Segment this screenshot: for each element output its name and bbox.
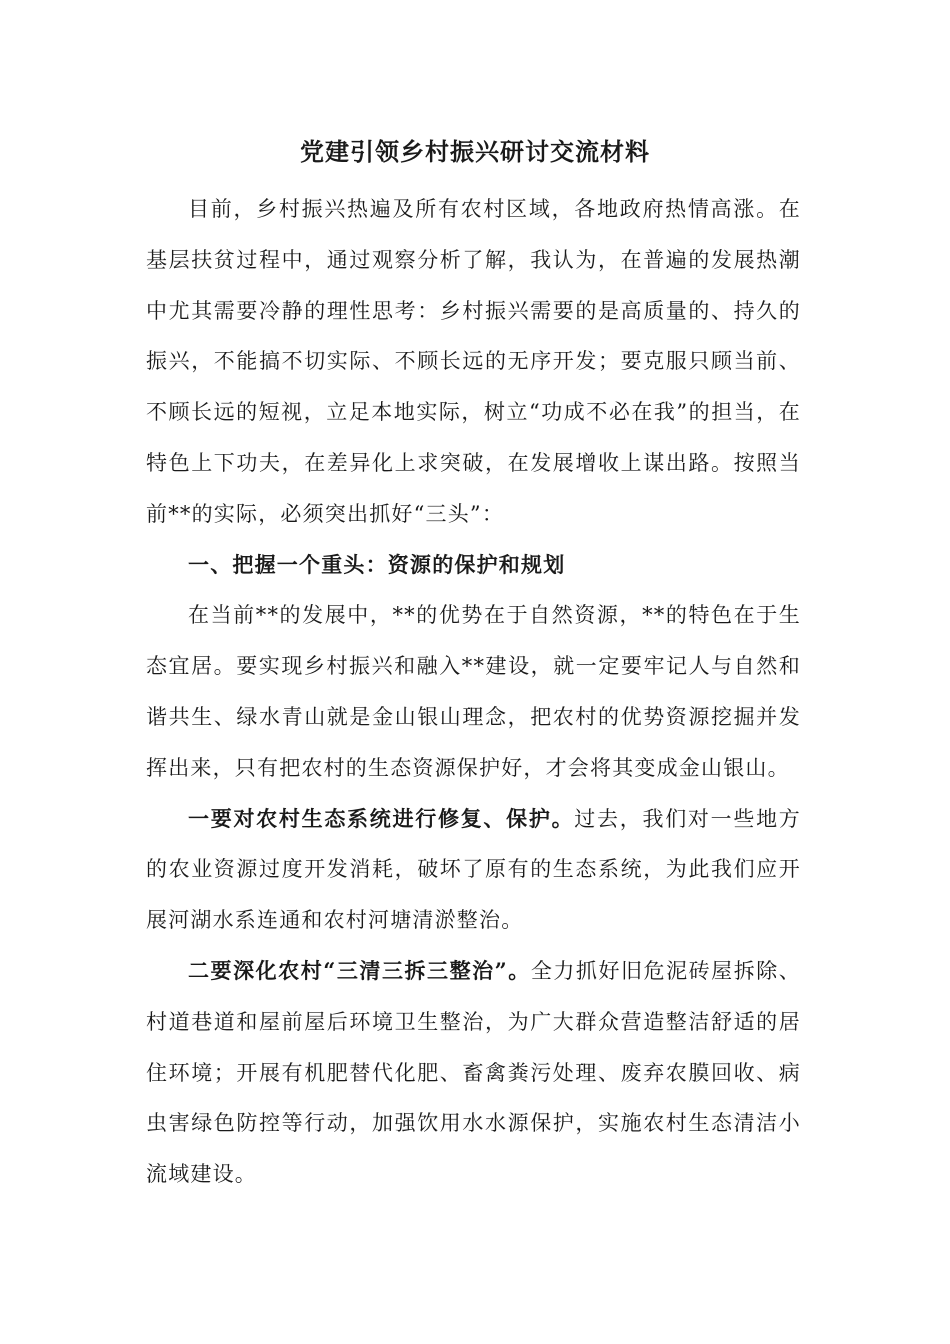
point-lead-1: 一要对农村生态系统进行修复、保护。 (188, 805, 575, 831)
point-paragraph-2 (146, 946, 801, 1200)
section-heading: 一、把握一个重头：资源的保护和规划 (188, 551, 566, 577)
point-lead-2: 二要深化农村“三清三拆三整治”。 (188, 957, 531, 983)
point-paragraph-1 (146, 794, 801, 946)
document-body (146, 184, 801, 1200)
intro-paragraph: 目前，乡村振兴热遍及所有农村区域，各地政府热情高涨。在基层扶贫过程中，通过观察分析了解，我认为，在普遍的发展热潮中尤其需要冷静的理性思考：乡村振兴需要的是高质量的、持久的振兴，不能搞不切实际、不顾长远的无序开发；要克服只顾当前、不顾长远的短视，立足本地实际，树立“功成不必在我”的担当，在特色上下功夫，在差异化上求突破，在发展增收上谋出路。按照当前**的实际，必须突出抓好“三头”： (146, 197, 801, 526)
point-text-2: 全力抓好旧危泥砖屋拆除、村道巷道和屋前屋后环境卫生整治，为广大群众营造整洁舒适的居住环境；开展有机肥替代化肥、畜禽粪污处理、废弃农膜回收、病虫害绿色防控等行动，加强饮用水水源保护，实施农村生态清洁小流域建设。 (146, 958, 802, 1187)
document-title: 党建引领乡村振兴研讨交流材料 (300, 137, 650, 166)
section-paragraph: 在当前**的发展中，**的优势在于自然资源，**的特色在于生态宜居。要实现乡村振兴和融入**建设，就一定要牢记人与自然和谐共生、绿水青山就是金山银山理念，把农村的优势资源挖掘并发挥出来，只有把农村的生态资源保护好，才会将其变成金山银山。 (146, 603, 801, 780)
point-text-1: 过去，我们对一些地方的农业资源过度开发消耗，破坏了原有的生态系统，为此我们应开展河湖水系连通和农村河塘清淤整治。 (146, 806, 802, 933)
